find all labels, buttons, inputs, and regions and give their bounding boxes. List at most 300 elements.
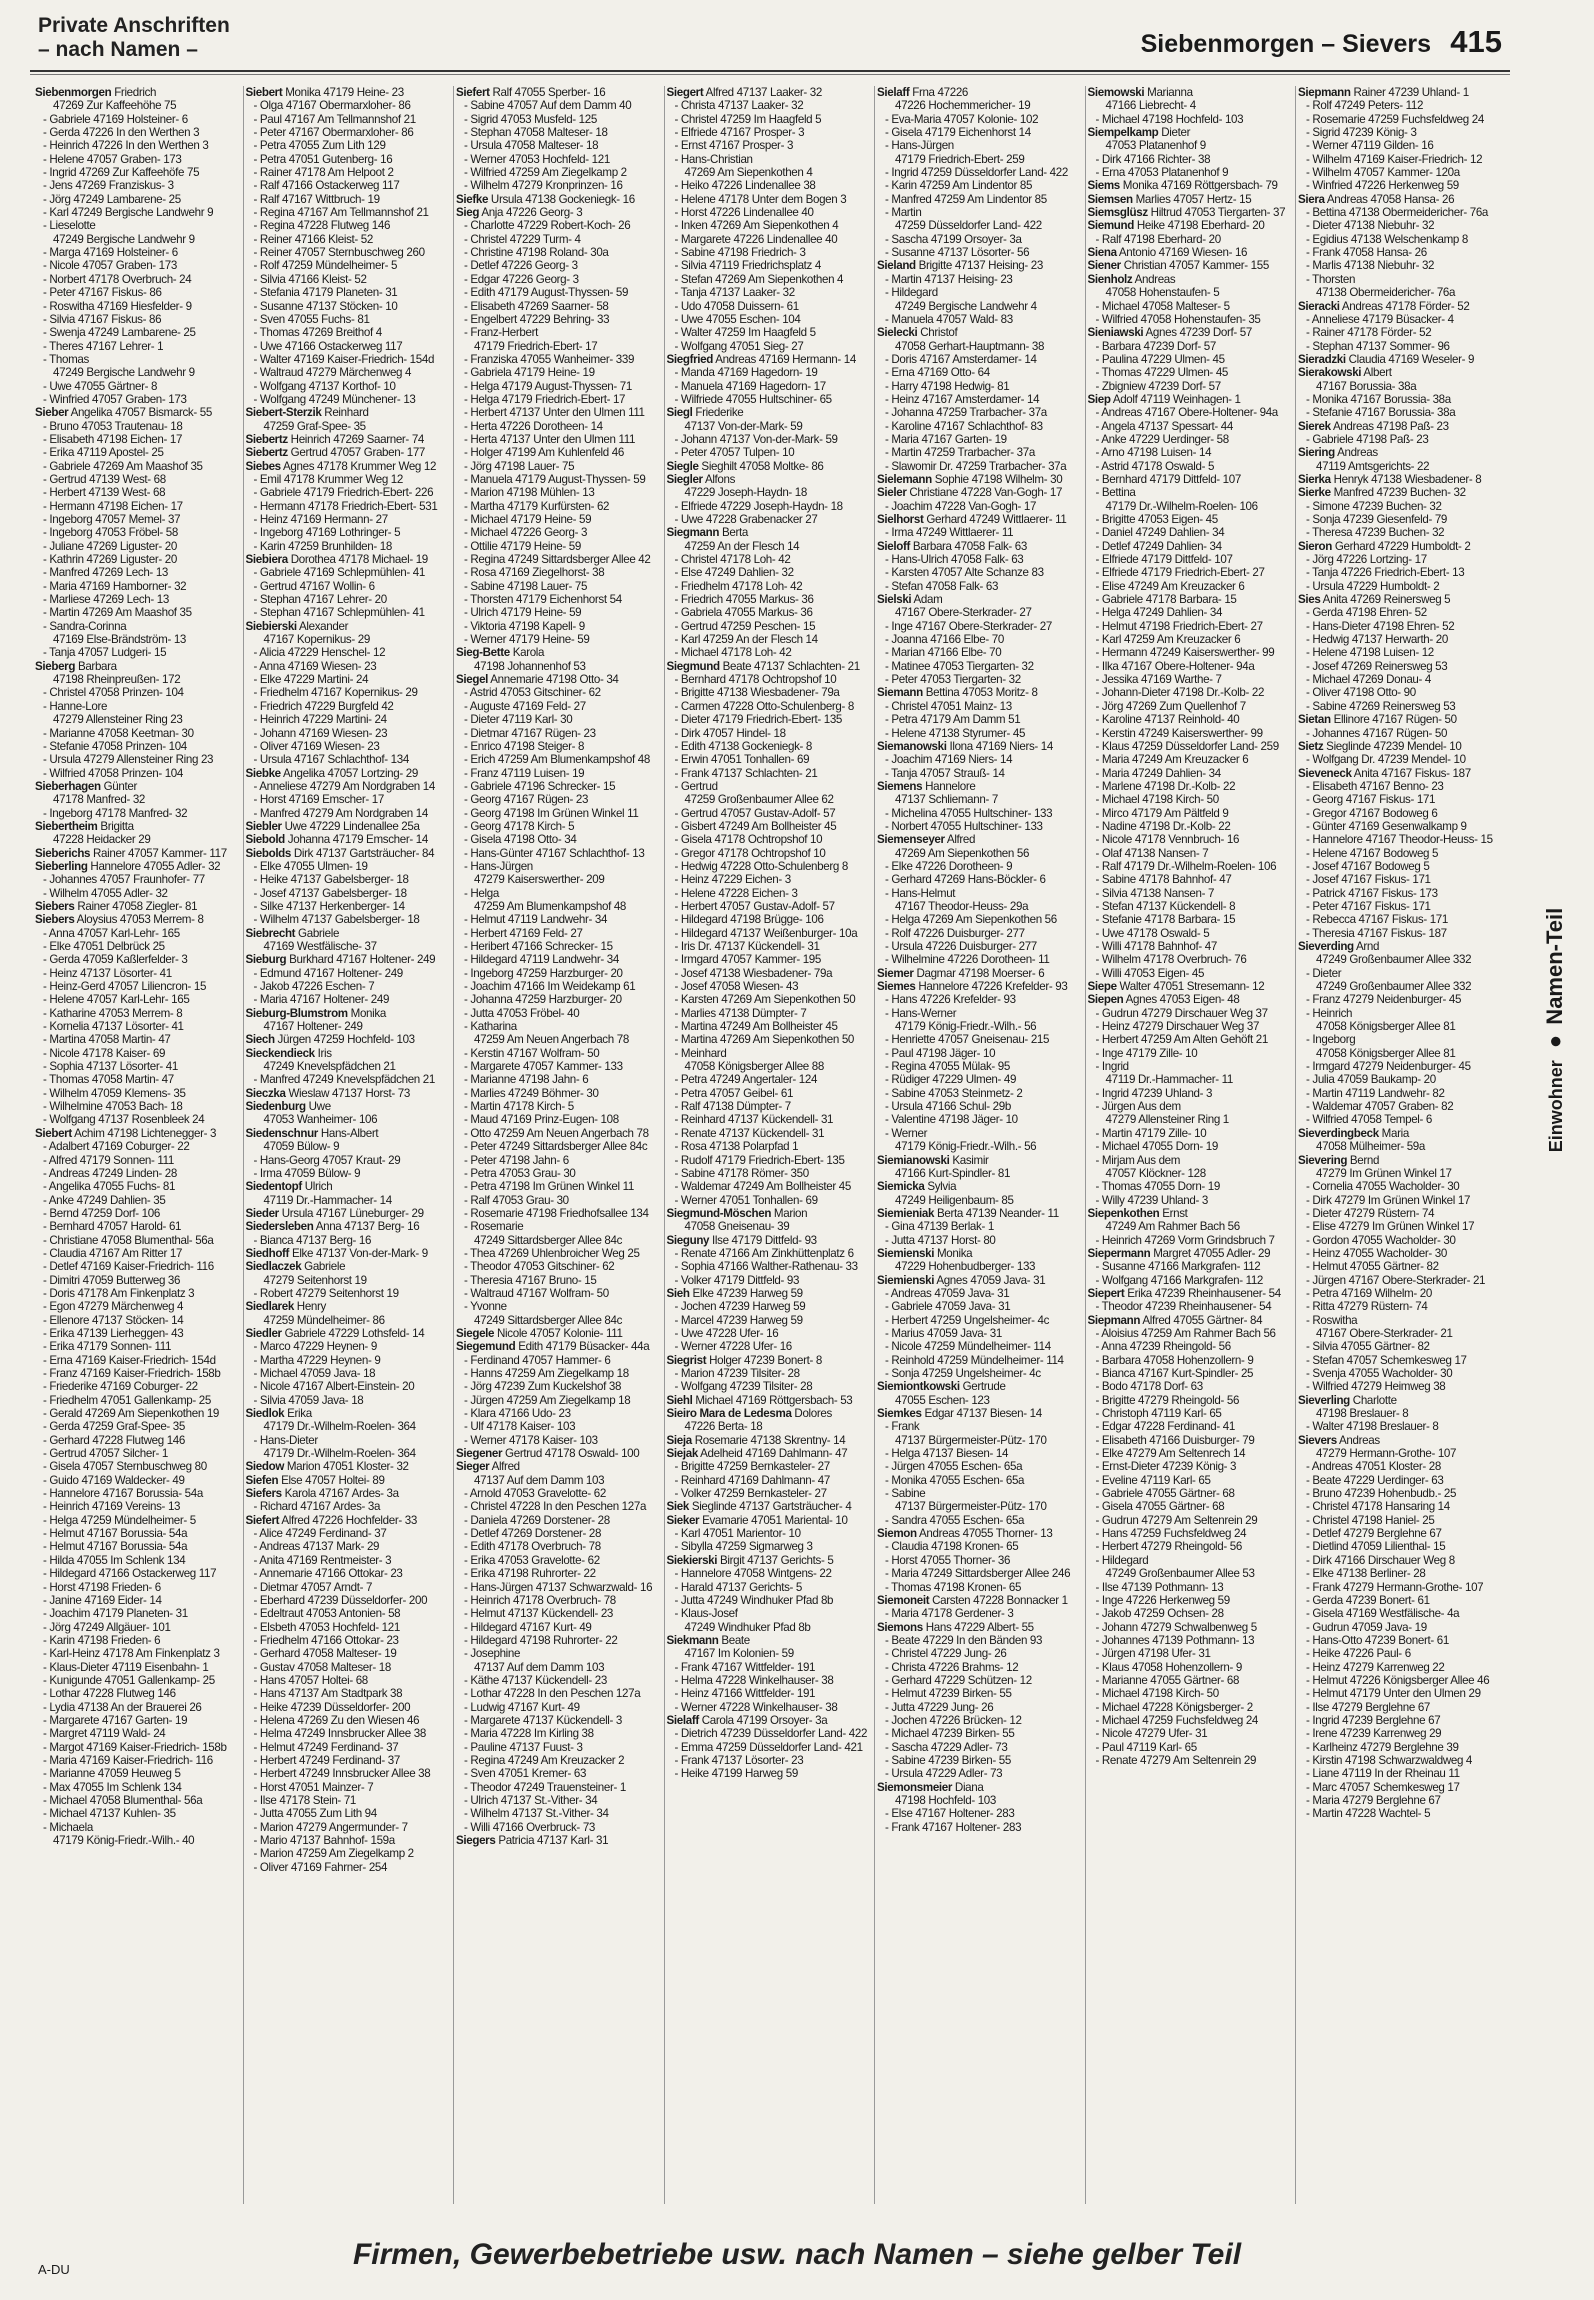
sub-entry: - Barbara 47058 Hohenzollern- 9 <box>1095 1353 1254 1367</box>
sub-entry: - Sabine 47239 Birken- 55 <box>885 1753 1011 1767</box>
surname-entry <box>1088 1287 1293 1300</box>
sub-entry: - Theresa 47239 Buchen- 32 <box>1306 526 1445 540</box>
sub-entry: - Hanns 47259 Am Ziegelkamp 18 <box>464 1367 629 1380</box>
address-continuation: 47058 Königsberger Allee 88 <box>684 1060 824 1074</box>
entry-details: Agnes 47053 Eigen- 48 <box>1123 993 1240 1007</box>
address-continuation: 47167 Holtener- 249 <box>263 1020 363 1034</box>
address-continuation: 47259 Graf-Spee- 35 <box>263 419 366 433</box>
surname-entry <box>456 86 661 99</box>
sub-entry: - Arno 47198 Luisen- 14 <box>1095 446 1212 460</box>
surname-entry <box>246 1487 451 1500</box>
address-continuation: 47269 Zur Kaffeehöhe 75 <box>53 99 177 113</box>
sub-entry: - Martha 47229 Heynen- 9 <box>253 1353 381 1367</box>
sub-entry: - Uwe 47055 Eschen- 104 <box>674 312 801 326</box>
sub-entry: - Helene 47057 Graben- 173 <box>43 152 182 166</box>
address-continuation: 47166 Liebrecht- 4 <box>1105 99 1196 113</box>
sub-entry: - Georg 47167 Fiskus- 171 <box>1306 793 1436 807</box>
sub-entry: - Dieter 47119 Karl- 30 <box>464 713 573 727</box>
entry-details: Walter 47051 Stresemann- 12 <box>1116 980 1265 994</box>
sub-entry: - Edith 47138 Gockeniegk- 8 <box>674 739 812 753</box>
sub-entry: - Marion 47279 Angermunder- 7 <box>253 1820 408 1834</box>
sub-entry: - Jörg 47249 Lambarene- 25 <box>43 192 181 206</box>
sub-entry: - Margarete 47226 Lindenallee 40 <box>674 232 838 246</box>
sub-entry: - Wolfgang Dr. 47239 Mendel- 10 <box>1306 753 1466 767</box>
sub-entry: - Ingrid 47239 Uhland- 3 <box>1095 1086 1213 1100</box>
sub-entry: - Oliver 47169 Fahrner- 254 <box>253 1860 388 1874</box>
sub-entry: - Manfred 47259 Am Lindentor 85 <box>885 192 1047 206</box>
sub-entry: - Ilse 47139 Pothmann- 13 <box>1095 1580 1224 1594</box>
entry-details: Andreas 47198 Paß- 23 <box>1330 419 1449 433</box>
surname: Siemens <box>877 779 923 793</box>
sub-entry: - Helga 47179 Friedrich-Ebert- 17 <box>464 392 626 406</box>
sub-entry: - Guido 47169 Waldecker- 49 <box>43 1473 185 1487</box>
surname: Siebertz <box>245 432 288 446</box>
sub-entry: - Bernhard 47057 Harold- 61 <box>43 1220 182 1234</box>
sub-entry: - Stefanie 47167 Borussia- 38a <box>1306 406 1456 420</box>
sub-entry: - Ottilie 47179 Heine- 59 <box>464 539 581 553</box>
sub-entry: - Martin 47228 Wachtel- 5 <box>1306 1807 1431 1821</box>
sub-entry: - Martin 47137 Heising- 23 <box>885 272 1013 286</box>
entry-details: Reinhard <box>321 406 369 420</box>
sub-entry: - Gabriele 47178 Barbara- 15 <box>1095 593 1237 607</box>
sub-entry: - Egon 47279 Märchenweg 4 <box>43 1300 184 1314</box>
sub-entry: - Erika 47053 Gravelotte- 62 <box>464 1553 600 1567</box>
surname: Siera <box>1298 192 1325 206</box>
sub-entry: - Josef 47167 Bodoweg 5 <box>1306 859 1430 873</box>
surname: Siepmann <box>1298 86 1351 99</box>
entry-details: Heike 47198 Eberhard- 20 <box>1134 219 1265 233</box>
surname: Siempelkamp <box>1087 126 1159 140</box>
address-continuation: 47179 König-Friedr.-Wilh.- 56 <box>895 1140 1037 1154</box>
sub-entry: - Petra 47249 Angertaler- 124 <box>674 1073 818 1087</box>
sub-entry: - Helene 47057 Karl-Lehr- 165 <box>43 993 190 1007</box>
sub-entry: - Hermann 47198 Eichen- 17 <box>43 499 183 513</box>
sub-entry: - Johann-Dieter 47198 Dr.-Kolb- 22 <box>1095 686 1265 700</box>
sub-entry: - Eberhard 47239 Düsseldorfer- 200 <box>253 1593 428 1607</box>
address-continuation: 47179 Friedrich-Ebert- 259 <box>895 152 1025 166</box>
sub-entry: - Christel 47178 Hansaring 14 <box>1306 1500 1450 1514</box>
entry-details: Andreas 47169 Hermann- 14 <box>712 352 856 366</box>
surname: Sielaff <box>666 1713 699 1727</box>
surname: Siegemund <box>456 1340 516 1354</box>
sub-entry: - Volker 47179 Dittfeld- 93 <box>674 1273 800 1287</box>
surname-entry <box>246 1087 451 1100</box>
sub-entry: - Frank 47279 Hermann-Grothe- 107 <box>1306 1580 1484 1594</box>
sub-entry: - Silvia 47167 Fiskus- 86 <box>43 312 162 326</box>
sub-entry: - Udo 47058 Duissern- 61 <box>674 299 799 313</box>
sub-entry: - Alicia 47229 Henschel- 12 <box>253 646 386 660</box>
sub-entry: - Marianne 47055 Gärtner- 68 <box>1095 1673 1240 1687</box>
surname: Siepermann <box>1087 1246 1151 1260</box>
sub-entry: - Hildegard 47166 Ostackerweg 117 <box>43 1567 217 1581</box>
header-name-range: Siebenmorgen – Sievers <box>1140 30 1432 58</box>
address-continuation: 47249 Großenbaumer Allee 53 <box>1105 1567 1255 1581</box>
sub-entry: - Gregor 47167 Bodoweg 6 <box>1306 806 1438 820</box>
sub-entry: - Robert 47279 Seitenhorst 19 <box>253 1286 399 1300</box>
sub-entry: - Marianne 47059 Heuweg 5 <box>43 1767 181 1781</box>
surname-entry <box>246 620 451 633</box>
surname-entry <box>667 86 872 99</box>
sub-entry: - Helga <box>464 886 499 900</box>
surname-entry <box>246 1127 451 1140</box>
sub-entry: - Willi 47053 Eigen- 45 <box>1095 966 1205 980</box>
sub-entry: - Andreas 47167 Obere-Holtener- 94a <box>1095 406 1278 420</box>
sub-entry: - Wilhelm 47137 Gabelsberger- 18 <box>253 913 420 927</box>
sub-entry: - Jörg 47239 Zum Kuckelshof 38 <box>464 1380 622 1394</box>
sub-entry: - Michael 47259 Fuchsfeldweg 24 <box>1095 1713 1259 1727</box>
sub-entry: - Inken 47269 Am Siepenkothen 4 <box>674 219 839 233</box>
directory-column <box>246 86 451 2204</box>
sub-entry: - Sabine 47198 Friedrich- 3 <box>674 246 806 260</box>
sub-entry: - Jochen 47239 Harweg 59 <box>674 1300 806 1314</box>
surname-entry <box>246 460 451 473</box>
surname: Siepen <box>1087 993 1124 1007</box>
surname-entry <box>877 1781 1082 1794</box>
address-continuation: 47259 Großenbaumer Allee 62 <box>684 793 834 807</box>
sub-entry: - Erna 47169 Kaiser-Friedrich- 154d <box>43 1353 216 1367</box>
entry-details: Rainer 47058 Ziegler- 81 <box>74 899 198 913</box>
sub-entry: - Uwe 47178 Oswald- 5 <box>1095 926 1210 940</box>
entry-details: Andreas <box>1334 446 1378 460</box>
sub-entry: - Svenja 47055 Wacholder- 30 <box>1306 1367 1453 1380</box>
sub-entry: - Walter 47198 Breslauer- 8 <box>1306 1420 1439 1434</box>
sub-entry: - Christel 47228 In den Peschen 127a <box>464 1500 647 1514</box>
surname: Sieverdingbeck <box>1298 1126 1379 1140</box>
entry-details: Angelika 47057 Bismarck- 55 <box>68 406 212 420</box>
sub-entry: - Yvonne <box>464 1300 507 1314</box>
surname: Sievering <box>1298 1153 1348 1167</box>
entry-details: Gerhard 47249 Wittlaerer- 11 <box>923 513 1067 526</box>
entry-details: Carola 47199 Orsoyer- 3a <box>698 1713 828 1727</box>
surname-entry <box>877 1274 1082 1287</box>
sub-entry: - Dietlind 47059 Lilienthal- 15 <box>1306 1540 1446 1554</box>
sub-entry: - Dieter 47138 Niebuhr- 32 <box>1306 219 1435 233</box>
sub-entry: - Wilhelm 47055 Adler- 32 <box>43 886 168 900</box>
sub-entry: - Margarete 47137 Kückendell- 3 <box>464 1713 623 1727</box>
entry-details: Agnes 47239 Dorf- 57 <box>1143 326 1252 340</box>
address-continuation: 47166 Kurt-Spindler- 81 <box>895 1166 1011 1180</box>
address-continuation: 47059 Bülow- 9 <box>263 1140 340 1154</box>
surname: Sieg-Bette <box>456 646 510 660</box>
sub-entry: - Volker 47259 Bernkasteler- 27 <box>674 1487 827 1501</box>
sub-entry: - Helmut 47198 Friedrich-Ebert- 27 <box>1095 619 1263 633</box>
address-continuation: 47137 Schliemann- 7 <box>895 793 998 807</box>
address-continuation: 47053 Wanheimer- 106 <box>263 1113 378 1127</box>
sub-entry: - Christel 47198 Haniel- 25 <box>1306 1513 1435 1527</box>
surname-entry <box>1298 740 1503 753</box>
sub-entry: - Wilhelm 47057 Kammer- 120a <box>1306 166 1460 180</box>
sub-entry: - Käthe 47137 Kückendell- 23 <box>464 1673 607 1687</box>
surname-entry <box>667 353 872 366</box>
entry-details: Sieglinde 47137 Gartsträucher- 4 <box>688 1500 852 1514</box>
surname-entry <box>667 473 872 486</box>
address-continuation: 47179 Dr.-Wilhelm-Roelen- 364 <box>263 1447 416 1461</box>
surname: Siebertheim <box>35 819 98 833</box>
sub-entry: - Georg 47167 Rügen- 23 <box>464 793 589 807</box>
sub-entry: - Gisela 47055 Gärtner- 68 <box>1095 1500 1225 1514</box>
surname-entry <box>667 1207 872 1220</box>
address-continuation: 47119 Dr.-Hammacher- 11 <box>1105 1073 1233 1087</box>
sub-entry: - Roswitha 47169 Hiesfelder- 9 <box>43 299 192 313</box>
sub-entry: - Swenja 47249 Lambarene- 25 <box>43 326 196 340</box>
sub-entry: - Winfried 47057 Graben- 173 <box>43 392 187 406</box>
sub-entry: - Eveline 47119 Karl- 65 <box>1095 1473 1211 1487</box>
sub-entry: - Ingeborg 47057 Memel- 37 <box>43 513 181 526</box>
entry-details: Edith 47179 Büsacker- 44a <box>515 1340 650 1354</box>
sub-entry: - Karl 47249 Bergische Landwehr 9 <box>43 206 214 220</box>
sub-entry: - Edith 47179 August-Thyssen- 59 <box>464 286 629 300</box>
sub-entry: - Franz 47169 Kaiser-Friedrich- 158b <box>43 1367 221 1380</box>
sub-entry: - Werner 47051 Tonhallen- 69 <box>674 1193 818 1207</box>
sub-entry: - Wolfgang 47249 Münchener- 13 <box>253 392 416 406</box>
sub-entry: - Slawomir Dr. 47259 Trarbacher- 37a <box>885 459 1067 473</box>
entry-details: Alfred <box>489 1460 520 1474</box>
sub-entry: - Uwe 47228 Ufer- 16 <box>674 1326 779 1340</box>
sub-entry: - Helene 47167 Bodoweg 5 <box>1306 846 1439 860</box>
sub-entry: - Monika 47167 Borussia- 38a <box>1306 392 1451 406</box>
sub-entry: - Theres 47167 Lehrer- 1 <box>43 339 164 353</box>
entry-details: Ilona 47169 Niers- 14 <box>946 739 1053 753</box>
address-continuation: 47259 Düsseldorfer Land- 422 <box>895 219 1042 233</box>
sub-entry: - Joachim 47179 Planeten- 31 <box>43 1607 188 1621</box>
surname-entry <box>877 1594 1082 1607</box>
address-continuation: 47249 Am Rahmer Bach 56 <box>1105 1220 1240 1234</box>
surname: Sietz <box>1298 739 1324 753</box>
sub-entry: - Josef 47269 Reinersweg 53 <box>1306 659 1448 673</box>
surname: Siedenschnur <box>245 1126 318 1140</box>
sub-entry: - Sigrid 47053 Musfeld- 125 <box>464 112 597 126</box>
sub-entry: - Josephine <box>464 1647 521 1661</box>
surname: Siehl <box>666 1393 693 1407</box>
sub-entry: - Paul 47167 Am Tellmannshof 21 <box>253 112 416 126</box>
surname: Siefert <box>456 86 490 99</box>
sub-entry: - Horst 47198 Frieden- 6 <box>43 1580 161 1594</box>
surname: Sieber <box>35 406 69 420</box>
sub-entry: - Sandra 47055 Eschen- 65a <box>885 1513 1025 1527</box>
sub-entry: - Thomas 47269 Breithof 4 <box>253 326 382 340</box>
entry-details: Rainer 47239 Uhland- 1 <box>1350 86 1469 99</box>
sub-entry: - Marian 47166 Elbe- 70 <box>885 646 1002 660</box>
sub-entry: - Jürgen 47259 Am Ziegelkamp 18 <box>464 1393 631 1407</box>
sub-entry: - Helmut 47055 Gärtner- 82 <box>1306 1260 1439 1274</box>
sub-entry: - Petra 47055 Zum Lith 129 <box>253 139 386 153</box>
sub-entry: - Hildegard 47198 Brügge- 106 <box>674 913 824 927</box>
entry-details: Achim 47198 Lichtenegger- 3 <box>71 1126 217 1140</box>
sub-entry: - Erika 47179 Sonnen- 111 <box>43 1340 172 1354</box>
sub-entry: - Wilhelm 47137 St.-Vither- 34 <box>464 1807 609 1821</box>
sub-entry: - Manfred 47279 Am Nordgraben 14 <box>253 806 428 820</box>
sub-entry: - Gabriela 47179 Heine- 19 <box>464 366 595 380</box>
surname: Siebertz <box>245 446 288 460</box>
sub-entry: - Ursula 47226 Duisburger- 277 <box>885 940 1037 953</box>
sub-entry: - Johann 47279 Schwalbenweg 5 <box>1095 1620 1257 1634</box>
sub-entry: - Erika 47198 Ruhrorter- 22 <box>464 1567 596 1581</box>
sub-entry: - Egidius 47138 Welschenkamp 8 <box>1306 232 1469 246</box>
sub-entry: - Friedhelm 47178 Loh- 42 <box>674 579 803 593</box>
surname-entry <box>246 1474 451 1487</box>
sub-entry: - Uwe 47166 Ostackerweg 117 <box>253 339 403 353</box>
entry-details: Michael 47169 Röttgersbach- 53 <box>692 1393 853 1407</box>
sub-entry: - Bruno 47239 Hohenbudb.- 25 <box>1306 1487 1457 1501</box>
sub-entry: - Heike 47226 Paul- 6 <box>1306 1647 1411 1661</box>
sub-entry: - Holger 47199 Am Kuhlenfeld 46 <box>464 446 624 460</box>
address-continuation: 47198 Breslauer- 8 <box>1316 1407 1409 1421</box>
sub-entry: - Karin 47198 Frieden- 6 <box>43 1633 161 1647</box>
sub-entry: - Marlis 47138 Niebuhr- 32 <box>1306 259 1435 273</box>
surname-entry <box>1088 219 1293 232</box>
surname: Siek <box>666 1500 689 1514</box>
sub-entry: - Heinrich <box>1306 1006 1353 1020</box>
entry-details: Alfred 47055 Gärtner- 84 <box>1140 1313 1263 1327</box>
sub-entry: - Detlef 47226 Georg- 3 <box>464 259 578 273</box>
sub-entry: - Rosa 47138 Polarpfad 1 <box>674 1140 799 1154</box>
sub-entry: - Michael 47058 Blumenthal- 56a <box>43 1794 203 1807</box>
surname-entry <box>877 513 1082 526</box>
entry-details: Wieslaw 47137 Horst- 73 <box>285 1086 410 1100</box>
surname-entry <box>877 740 1082 753</box>
sub-entry: - Helene 47228 Eichen- 3 <box>674 886 798 900</box>
sub-entry: - Rebecca 47167 Fiskus- 171 <box>1306 913 1448 927</box>
sub-entry: - Rolf 47226 Duisburger- 277 <box>885 926 1025 940</box>
sub-entry: - Manda 47169 Hagedorn- 19 <box>674 366 818 380</box>
surname: Siebers <box>35 913 75 927</box>
sub-entry: - Helma 47228 Winkelhauser- 38 <box>674 1673 834 1687</box>
surname-entry <box>35 900 240 913</box>
address-continuation: 47249 Windhuker Pfad 8b <box>684 1620 811 1634</box>
entry-details: Marion 47051 Kloster- 32 <box>283 1460 409 1474</box>
sub-entry: - Heinrich 47229 Martini- 24 <box>253 713 387 727</box>
sub-entry: - Werner 47228 Ufer- 16 <box>674 1340 792 1354</box>
address-continuation: 47178 Manfred- 32 <box>53 793 146 807</box>
sub-entry: - Heinz 47169 Hermann- 27 <box>253 513 388 526</box>
sub-entry: - Hedwig 47228 Otto-Schulenberg 8 <box>674 859 848 873</box>
sub-entry: - Angela 47137 Spessart- 44 <box>1095 419 1234 433</box>
surname-entry <box>456 206 661 219</box>
address-continuation: 47249 Heiligenbaum- 85 <box>895 1193 1014 1207</box>
entry-details: Claudia 47169 Weseler- 9 <box>1345 352 1475 366</box>
surname: Sielhorst <box>877 513 924 526</box>
sub-entry: - Oliver 47198 Otto- 90 <box>1306 686 1416 700</box>
address-continuation: 47249 Bergische Landwehr 9 <box>53 366 195 380</box>
surname: Siebolds <box>245 846 292 860</box>
entry-details: Andreas <box>1132 272 1176 286</box>
address-continuation: 47269 Am Siepenkothen 4 <box>684 166 813 180</box>
sub-entry: - Reiner 47057 Sternbuschweg 260 <box>253 246 425 260</box>
sub-entry: - Josef 47137 Gabelsberger- 18 <box>253 886 407 900</box>
sub-entry: - Norbert 47178 Overbruch- 24 <box>43 272 192 286</box>
sub-entry: - Frank 47058 Hansa- 26 <box>1306 246 1427 260</box>
sub-entry: - Silvia 47166 Kleist- 52 <box>253 272 367 286</box>
sub-entry: - Gisela 47179 Eichenhorst 14 <box>885 126 1031 140</box>
entry-details: Margret 47055 Adler- 29 <box>1150 1246 1271 1260</box>
surname: Sienholz <box>1087 272 1133 286</box>
sub-entry: - Joanna 47166 Elbe- 70 <box>885 633 1004 647</box>
entry-details: Ilse 47179 Dittfeld- 93 <box>709 1233 817 1247</box>
entry-details: Gabriele <box>301 1260 346 1274</box>
address-continuation: 47058 Mülheimer- 59a <box>1316 1140 1426 1154</box>
sub-entry: - Michael 47059 Java- 18 <box>253 1367 376 1380</box>
entry-details: Bettina 47053 Moritz- 8 <box>922 686 1038 700</box>
surname-entry <box>456 1327 661 1340</box>
entry-details: Johanna 47179 Emscher- 14 <box>284 833 428 847</box>
surname-entry <box>877 259 1082 272</box>
sub-entry: - Martin <box>885 206 922 220</box>
sub-entry: - Maud 47169 Prinz-Eugen- 108 <box>464 1113 619 1127</box>
surname: Sieburg-Blumstrom <box>245 1006 348 1020</box>
sub-entry: - Martina 47058 Martin- 47 <box>43 1033 171 1047</box>
sub-entry: - Mario 47137 Bahnhof- 159a <box>253 1834 395 1848</box>
sub-entry: - Irmgard 47279 Neidenburger- 45 <box>1306 1060 1471 1074</box>
sub-entry: - Werner 47179 Heine- 59 <box>464 633 590 647</box>
entry-details: Dirk 47137 Gartsträucher- 84 <box>291 846 435 860</box>
sub-entry: - Marliese 47269 Lech- 13 <box>43 593 169 607</box>
sub-entry: - Elfriede 47179 Dittfeld- 107 <box>1095 553 1233 567</box>
sub-entry: - Karsten 47269 Am Siepenkothen 50 <box>674 993 856 1007</box>
surname: Siedentopf <box>245 1180 302 1194</box>
sub-entry: - Walter 47259 Im Haagfeld 5 <box>674 326 816 340</box>
sub-entry: - Sven 47051 Kremer- 63 <box>464 1767 587 1781</box>
sub-entry: - Sven 47055 Fuchs- 81 <box>253 312 370 326</box>
sub-entry: - Wilfried 47279 Heimweg 38 <box>1306 1380 1446 1394</box>
sub-entry: - Peter 47167 Fiskus- 171 <box>1306 899 1431 913</box>
sub-entry: - Silvia 47055 Gärtner- 82 <box>1306 1340 1430 1354</box>
sub-entry: - Adalbert 47169 Coburger- 22 <box>43 1140 190 1154</box>
entry-details: Carsten 47228 Bonnacker 1 <box>929 1593 1068 1607</box>
surname-entry <box>246 1327 451 1340</box>
sub-entry: - Dirk 47057 Hindel- 18 <box>674 726 786 740</box>
entry-details: Uwe <box>305 1100 331 1114</box>
sub-entry: - Gerda 47259 Graf-Spee- 35 <box>43 1420 185 1434</box>
sub-entry: - Marga 47169 Holsteiner- 6 <box>43 246 178 260</box>
surname-entry <box>1298 86 1503 99</box>
sub-entry: - Gertrud 47057 Silcher- 1 <box>43 1447 168 1461</box>
sub-entry: - Andreas 47137 Mark- 29 <box>253 1540 380 1554</box>
sub-entry: - Brigitte 47259 Bernkasteler- 27 <box>674 1460 830 1474</box>
sub-entry: - Stefan 47057 Schemkesweg 17 <box>1306 1353 1467 1367</box>
sub-entry: - Thea 47269 Uhlenbroicher Weg 25 <box>464 1246 640 1260</box>
surname-entry <box>667 1287 872 1300</box>
sub-entry: - Tanja 47057 Ludgeri- 15 <box>43 646 167 660</box>
surname: Siepert <box>1087 1286 1125 1300</box>
sub-entry: - Ingrid 47239 Berglehne 67 <box>1306 1713 1441 1727</box>
sub-entry: - Michael 47179 Heine- 59 <box>464 513 592 526</box>
sub-entry: - Hans-Jürgen <box>464 859 533 873</box>
sub-entry: - Pauline 47137 Fuust- 3 <box>464 1740 583 1754</box>
address-continuation: 47167 Borussia- 38a <box>1316 379 1417 393</box>
sub-entry: - Olga 47167 Obermarxloher- 86 <box>253 99 411 113</box>
surname-entry <box>246 847 451 860</box>
surname: Sieg <box>456 206 480 220</box>
sub-entry: - Elke 47138 Berliner- 28 <box>1306 1567 1426 1581</box>
sub-entry: - Franz-Herbert <box>464 326 538 340</box>
sub-entry: - Elfriede 47167 Prosper- 3 <box>674 126 805 140</box>
sub-entry: - Ingrid <box>1095 1060 1129 1074</box>
surname: Siech <box>245 1033 275 1047</box>
sub-entry: - Josef 47138 Wiesbadener- 79a <box>674 966 833 980</box>
sub-entry: - Edgar 47228 Ferdinand- 41 <box>1095 1420 1235 1434</box>
surname-entry <box>1298 473 1503 486</box>
surname-entry <box>667 1354 872 1367</box>
address-continuation: 47058 Hohenstaufen- 5 <box>1105 286 1220 300</box>
sub-entry: - Dieter <box>1306 966 1342 980</box>
entry-details: Gertrude <box>959 1380 1006 1394</box>
sub-entry: - Ingeborg <box>1306 1033 1356 1047</box>
sub-entry: - Gabriele 47055 Gärtner- 68 <box>1095 1487 1235 1501</box>
sub-entry: - Herbert 47139 West- 68 <box>43 486 166 500</box>
surname: Siebierski <box>245 619 297 633</box>
address-continuation: 47137 Von-der-Mark- 59 <box>684 419 803 433</box>
surname-entry <box>1298 300 1503 313</box>
